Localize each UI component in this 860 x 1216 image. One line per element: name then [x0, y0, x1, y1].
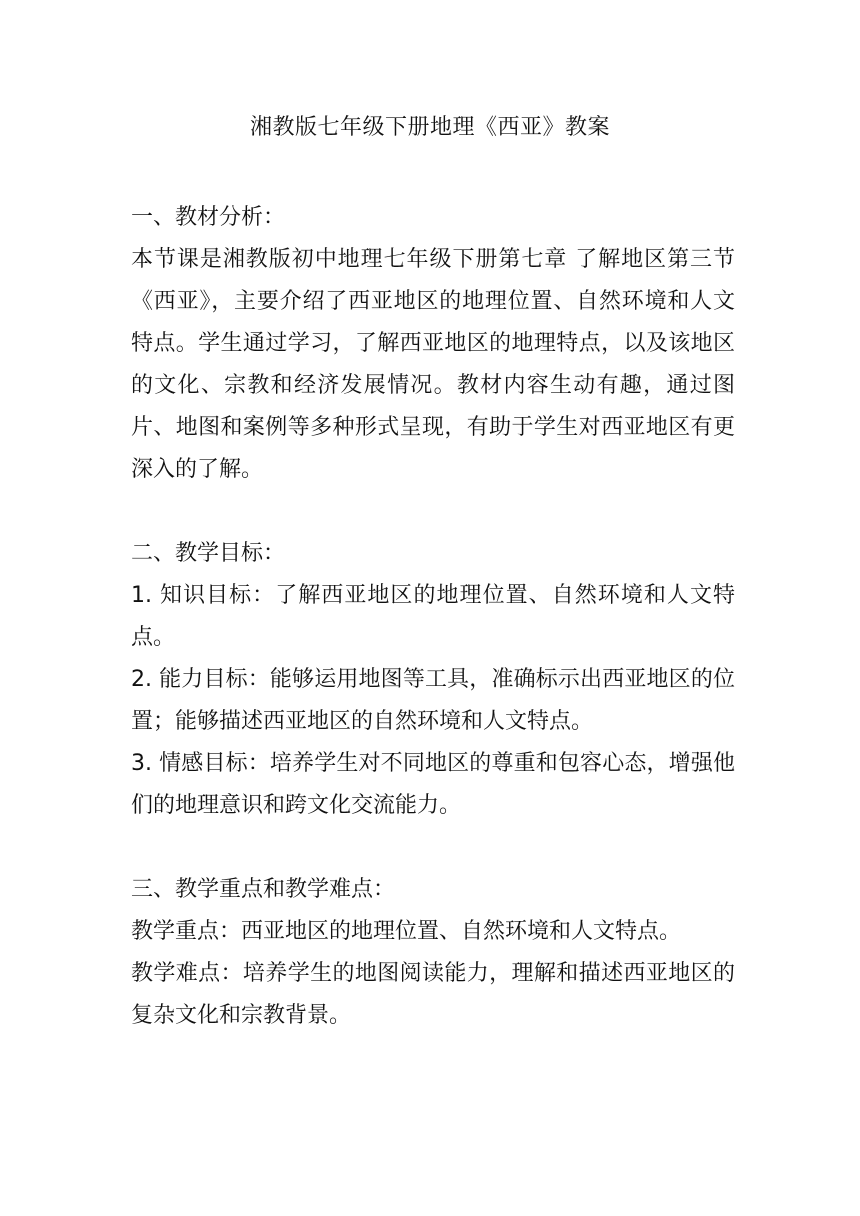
section-spacer: [131, 827, 735, 869]
teaching-difficult-point: 教学难点：培养学生的地图阅读能力，理解和描述西亚地区的复杂文化和宗教背景。: [131, 961, 735, 1028]
objective-knowledge: 1. 知识目标：了解西亚地区的地理位置、自然环境和人文特点。: [131, 583, 735, 650]
section-spacer: [131, 491, 735, 533]
textbook-analysis-paragraph: 本节课是湘教版初中地理七年级下册第七章 了解地区第三节《西亚》，主要介绍了西亚地区的地理位置、自然环境和人文特点。学生通过学习，了解西亚地区的地理特点，以及该地区的文化、宗教和经济发展情况。教材内容生动有趣，通过图片、地图和案例等多种形式呈现，有助于学生对西亚地区有更深入的了解。: [131, 247, 735, 482]
objective-ability: 2. 能力目标：能够运用地图等工具，准确标示出西亚地区的位置；能够描述西亚地区的自然环境和人文特点。: [131, 667, 735, 734]
teaching-key-point: 教学重点：西亚地区的地理位置、自然环境和人文特点。: [131, 919, 682, 944]
section-heading-teaching-objectives: 二、教学目标：: [131, 541, 286, 566]
document-title: 湘教版七年级下册地理《西亚》教案: [249, 115, 610, 140]
document-body: [131, 197, 735, 1037]
objective-emotion: 3. 情感目标：培养学生对不同地区的尊重和包容心态，增强他们的地理意识和跨文化交流能力。: [131, 751, 735, 818]
section-heading-key-difficult-points: 三、教学重点和教学难点：: [131, 877, 396, 902]
section-heading-textbook-analysis: 一、教材分析：: [131, 205, 286, 230]
